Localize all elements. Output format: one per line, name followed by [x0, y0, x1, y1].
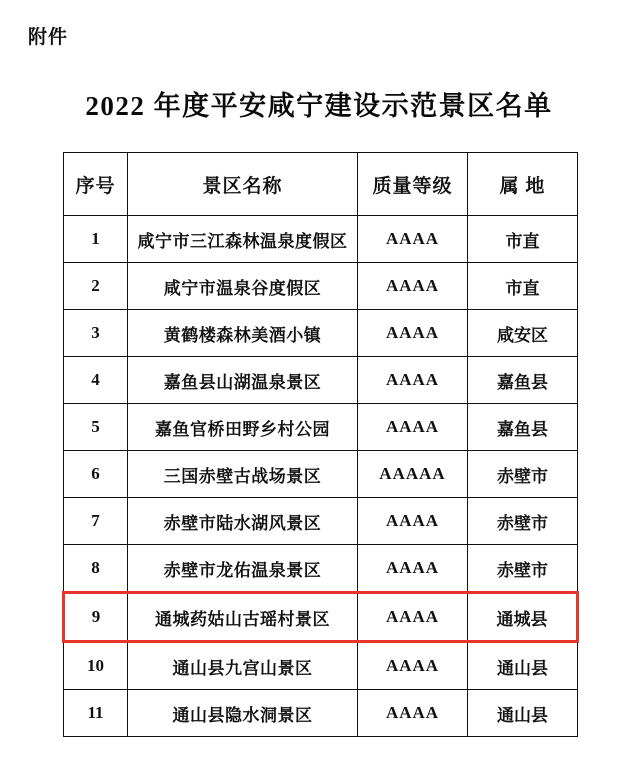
- cell-level: AAAA: [358, 216, 468, 263]
- table-row: [64, 310, 578, 357]
- attachment-label: 附件: [28, 27, 69, 48]
- table-row: [64, 690, 578, 737]
- cell-no: 9: [64, 593, 128, 642]
- cell-level: AAAA: [358, 498, 468, 545]
- table-row: [64, 642, 578, 690]
- cell-area: 嘉鱼县: [468, 357, 578, 404]
- cell-no: 2: [64, 263, 128, 310]
- cell-name: 嘉鱼官桥田野乡村公园: [128, 404, 358, 451]
- cell-level: AAAA: [358, 310, 468, 357]
- column-header-level: 质量等级: [358, 153, 468, 216]
- table-row: [64, 498, 578, 545]
- cell-area: 市直: [468, 263, 578, 310]
- table-row: [64, 216, 578, 263]
- table-row: [64, 404, 578, 451]
- cell-level: AAAA: [358, 263, 468, 310]
- table-body: [64, 216, 578, 737]
- cell-no: 11: [64, 690, 128, 737]
- scenic-area-table: [62, 152, 579, 737]
- table-header-row: [64, 153, 578, 216]
- cell-name: 嘉鱼县山湖温泉景区: [128, 357, 358, 404]
- cell-area: 咸安区: [468, 310, 578, 357]
- cell-area: 赤壁市: [468, 545, 578, 593]
- cell-area: 嘉鱼县: [468, 404, 578, 451]
- cell-name: 通山县隐水洞景区: [128, 690, 358, 737]
- column-header-area: 属 地: [468, 153, 578, 216]
- cell-name: 通山县九宫山景区: [128, 642, 358, 690]
- column-header-no: 序号: [64, 153, 128, 216]
- cell-name: 赤壁市陆水湖风景区: [128, 498, 358, 545]
- cell-name: 通城药姑山古瑶村景区: [128, 593, 358, 642]
- column-header-name: 景区名称: [128, 153, 358, 216]
- cell-level: AAAA: [358, 545, 468, 593]
- cell-no: 6: [64, 451, 128, 498]
- cell-area: 通山县: [468, 642, 578, 690]
- cell-area: 市直: [468, 216, 578, 263]
- cell-level: AAAA: [358, 357, 468, 404]
- table-row: [64, 451, 578, 498]
- cell-area: 赤壁市: [468, 498, 578, 545]
- cell-no: 1: [64, 216, 128, 263]
- cell-name: 赤壁市龙佑温泉景区: [128, 545, 358, 593]
- cell-name: 黄鹤楼森林美酒小镇: [128, 310, 358, 357]
- cell-no: 5: [64, 404, 128, 451]
- table-row: [64, 593, 578, 642]
- scenic-area-table-container: [62, 152, 576, 737]
- cell-no: 7: [64, 498, 128, 545]
- cell-no: 8: [64, 545, 128, 593]
- cell-no: 3: [64, 310, 128, 357]
- cell-no: 10: [64, 642, 128, 690]
- cell-level: AAAA: [358, 404, 468, 451]
- cell-no: 4: [64, 357, 128, 404]
- cell-level: AAAAA: [358, 451, 468, 498]
- table-row: [64, 357, 578, 404]
- cell-level: AAAA: [358, 690, 468, 737]
- cell-area: 通城县: [468, 593, 578, 642]
- page-title: 2022 年度平安咸宁建设示范景区名单: [85, 91, 553, 121]
- cell-level: AAAA: [358, 642, 468, 690]
- cell-area: 赤壁市: [468, 451, 578, 498]
- cell-name: 咸宁市三江森林温泉度假区: [128, 216, 358, 263]
- cell-name: 咸宁市温泉谷度假区: [128, 263, 358, 310]
- cell-level: AAAA: [358, 593, 468, 642]
- cell-area: 通山县: [468, 690, 578, 737]
- table-row: [64, 263, 578, 310]
- table-row: [64, 545, 578, 593]
- cell-name: 三国赤壁古战场景区: [128, 451, 358, 498]
